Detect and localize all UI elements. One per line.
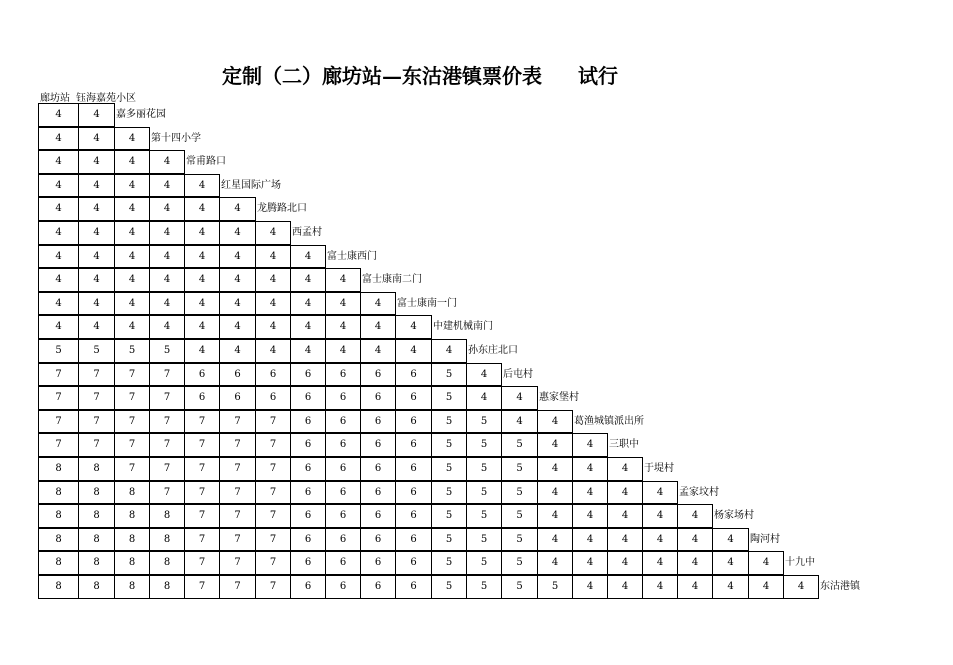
fare-cell: 7 [219,433,256,457]
fare-cell: 7 [114,457,150,481]
fare-cell: 4 [642,528,678,552]
fare-cell: 4 [677,551,713,575]
fare-cell: 7 [184,457,220,481]
fare-cell: 7 [255,410,291,434]
station-name: 中建机械南门 [433,321,493,333]
fare-cell: 6 [395,386,432,410]
fare-cell: 4 [572,481,608,505]
fare-cell: 5 [501,457,538,481]
fare-cell: 4 [38,174,79,198]
fare-cell: 4 [149,150,185,174]
fare-cell: 5 [466,551,502,575]
fare-cell: 7 [219,551,256,575]
fare-cell: 5 [431,575,467,599]
fare-cell: 4 [607,551,643,575]
fare-cell: 6 [395,410,432,434]
fare-cell: 4 [219,292,256,316]
fare-cell: 4 [572,528,608,552]
fare-cell: 4 [184,245,220,269]
fare-cell: 4 [149,315,185,339]
fare-cell: 6 [395,481,432,505]
fare-cell: 6 [395,575,432,599]
fare-cell: 6 [325,504,361,528]
fare-cell: 4 [78,150,115,174]
fare-cell: 4 [114,268,150,292]
fare-cell: 4 [38,150,79,174]
fare-cell: 6 [290,575,326,599]
fare-cell: 8 [149,528,185,552]
fare-cell: 7 [255,457,291,481]
fare-cell: 4 [572,504,608,528]
fare-cell: 4 [219,221,256,245]
station-name: 第十四小学 [151,132,201,144]
fare-cell: 7 [149,363,185,387]
station-name: 惠家堡村 [539,392,579,404]
station-name: 嘉多丽花园 [116,109,166,120]
fare-cell: 7 [184,410,220,434]
fare-cell: 6 [395,363,432,387]
fare-cell: 4 [572,457,608,481]
fare-cell: 4 [38,292,79,316]
fare-cell: 8 [38,504,79,528]
fare-cell: 4 [38,315,79,339]
fare-cell: 8 [149,575,185,599]
fare-cell: 6 [290,363,326,387]
fare-cell: 6 [325,551,361,575]
fare-cell: 8 [78,457,115,481]
fare-cell: 4 [607,504,643,528]
fare-cell: 7 [219,528,256,552]
fare-cell: 7 [78,386,115,410]
fare-cell: 8 [114,528,150,552]
fare-cell: 4 [607,575,643,599]
fare-cell: 7 [219,481,256,505]
fare-cell: 4 [395,339,432,363]
fare-cell: 5 [149,339,185,363]
fare-cell: 6 [255,386,291,410]
fare-cell: 5 [501,433,538,457]
fare-cell: 4 [184,292,220,316]
fare-cell: 4 [466,386,502,410]
fare-cell: 4 [783,575,819,599]
fare-cell: 7 [255,504,291,528]
fare-cell: 4 [642,481,678,505]
fare-cell: 4 [501,386,538,410]
fare-cell: 5 [466,457,502,481]
fare-cell: 6 [360,433,396,457]
fare-cell: 4 [677,504,713,528]
fare-cell: 5 [466,410,502,434]
fare-cell: 8 [38,575,79,599]
fare-cell: 4 [712,575,749,599]
fare-cell: 4 [219,197,256,221]
fare-cell: 4 [78,221,115,245]
fare-cell: 7 [78,433,115,457]
fare-cell: 4 [537,481,573,505]
fare-cell: 5 [431,386,467,410]
fare-cell: 4 [184,339,220,363]
station-name: 孟家坟村 [679,486,719,498]
fare-cell: 7 [255,528,291,552]
fare-cell: 4 [572,433,608,457]
station-name: 陶河村 [750,533,780,545]
fare-cell: 5 [431,551,467,575]
fare-cell: 6 [290,528,326,552]
fare-cell: 4 [78,103,115,127]
fare-cell: 7 [184,575,220,599]
fare-cell: 6 [290,504,326,528]
fare-cell: 4 [255,292,291,316]
fare-cell: 6 [290,551,326,575]
title-text: 定制（二）廊坊站—东沽港镇票价表 [222,64,542,88]
fare-cell: 6 [325,410,361,434]
fare-cell: 4 [677,575,713,599]
fare-cell: 7 [184,481,220,505]
page-title [222,60,618,89]
header-stations [40,89,136,104]
fare-cell: 4 [114,315,150,339]
station-name: 红星国际广场 [221,179,281,191]
fare-cell: 6 [360,457,396,481]
station-name: 葛渔城镇派出所 [574,415,644,427]
fare-cell: 4 [219,268,256,292]
fare-cell: 6 [325,575,361,599]
fare-cell: 8 [78,575,115,599]
fare-cell: 6 [395,504,432,528]
station-name: 东沽港镇 [820,581,860,592]
fare-cell: 4 [78,245,115,269]
fare-cell: 7 [149,457,185,481]
fare-cell: 7 [184,433,220,457]
station-name: 龙腾路北口 [257,203,307,215]
fare-cell: 4 [219,339,256,363]
fare-cell: 4 [184,268,220,292]
fare-cell: 4 [642,551,678,575]
fare-cell: 6 [360,528,396,552]
station-name: 常甫路口 [186,156,226,168]
fare-cell: 7 [149,481,185,505]
station-name: 于堤村 [644,463,674,474]
station-name: 富士康西门 [327,250,377,262]
fare-cell: 5 [431,433,467,457]
fare-cell: 4 [78,197,115,221]
fare-cell: 4 [642,504,678,528]
fare-cell: 7 [255,433,291,457]
fare-cell: 4 [572,551,608,575]
fare-cell: 4 [114,150,150,174]
fare-cell: 7 [38,386,79,410]
fare-cell: 6 [360,386,396,410]
fare-cell: 5 [466,504,502,528]
fare-cell: 4 [677,528,713,552]
fare-cell: 6 [325,386,361,410]
fare-cell: 6 [395,551,432,575]
fare-cell: 6 [360,481,396,505]
station-name: 三职中 [609,439,639,451]
fare-cell: 7 [184,528,220,552]
fare-cell: 4 [466,363,502,387]
fare-cell: 7 [38,410,79,434]
fare-cell: 4 [78,315,115,339]
fare-cell: 7 [149,386,185,410]
fare-cell: 7 [255,481,291,505]
fare-cell: 4 [290,339,326,363]
fare-cell: 6 [325,363,361,387]
fare-cell: 4 [184,315,220,339]
station-name: 后屯村 [503,368,533,380]
fare-cell: 4 [290,268,326,292]
fare-cell: 4 [431,339,467,363]
fare-cell: 4 [360,292,396,316]
fare-cell: 8 [114,504,150,528]
fare-cell: 5 [466,528,502,552]
fare-cell: 6 [290,433,326,457]
fare-cell: 4 [149,221,185,245]
fare-cell: 5 [431,410,467,434]
fare-cell: 6 [360,551,396,575]
fare-cell: 7 [149,433,185,457]
fare-cell: 4 [255,315,291,339]
fare-cell: 4 [184,174,220,198]
fare-cell: 5 [501,551,538,575]
fare-cell: 5 [466,575,502,599]
fare-cell: 4 [219,245,256,269]
fare-cell: 5 [466,433,502,457]
fare-cell: 7 [219,457,256,481]
fare-cell: 7 [219,504,256,528]
station-name: 孙东庄北口 [468,345,518,356]
fare-cell: 4 [149,268,185,292]
fare-cell: 7 [114,363,150,387]
fare-cell: 8 [38,481,79,505]
fare-cell: 7 [219,410,256,434]
fare-cell: 6 [360,575,396,599]
fare-cell: 6 [290,457,326,481]
fare-cell: 4 [642,575,678,599]
fare-cell: 8 [149,504,185,528]
fare-cell: 6 [219,386,256,410]
fare-cell: 4 [78,268,115,292]
fare-cell: 5 [38,339,79,363]
station-name: 西孟村 [292,227,322,238]
fare-cell: 4 [360,315,396,339]
fare-cell: 4 [38,221,79,245]
fare-cell: 7 [255,551,291,575]
fare-cell: 4 [38,197,79,221]
trial-label: 试行 [578,64,618,88]
fare-cell: 4 [149,292,185,316]
fare-cell: 4 [607,528,643,552]
fare-cell: 4 [114,127,150,151]
fare-cell: 8 [78,551,115,575]
fare-cell: 7 [184,504,220,528]
fare-cell: 4 [78,292,115,316]
fare-cell: 7 [114,410,150,434]
fare-cell: 4 [114,292,150,316]
fare-cell: 8 [114,481,150,505]
fare-cell: 4 [712,528,749,552]
fare-cell: 8 [78,481,115,505]
fare-cell: 6 [325,457,361,481]
fare-cell: 4 [290,245,326,269]
fare-cell: 4 [149,174,185,198]
fare-cell: 4 [290,315,326,339]
fare-cell: 6 [219,363,256,387]
fare-cell: 6 [395,433,432,457]
fare-cell: 8 [114,575,150,599]
fare-cell: 7 [184,551,220,575]
fare-cell: 8 [38,457,79,481]
fare-cell: 5 [501,528,538,552]
fare-cell: 7 [149,410,185,434]
station-name: 杨家场村 [714,510,754,522]
fare-cell: 6 [360,504,396,528]
fare-cell: 6 [290,481,326,505]
fare-cell: 6 [395,528,432,552]
fare-cell: 8 [38,528,79,552]
fare-cell: 4 [572,575,608,599]
fare-cell: 4 [607,481,643,505]
fare-cell: 4 [114,197,150,221]
station-origin: 廊坊站 [40,93,70,104]
fare-cell: 6 [290,410,326,434]
fare-cell: 4 [184,221,220,245]
fare-cell: 4 [38,268,79,292]
fare-cell: 5 [431,528,467,552]
fare-cell: 7 [219,575,256,599]
fare-cell: 4 [38,103,79,127]
fare-cell: 5 [114,339,150,363]
fare-cell: 7 [78,410,115,434]
fare-cell: 5 [78,339,115,363]
fare-cell: 4 [607,457,643,481]
fare-cell: 6 [395,457,432,481]
fare-cell: 7 [78,363,115,387]
fare-cell: 4 [748,575,784,599]
fare-cell: 4 [219,315,256,339]
station-name: 十九中 [785,557,815,569]
fare-cell: 8 [78,528,115,552]
fare-cell: 8 [38,551,79,575]
fare-cell: 4 [537,410,573,434]
fare-cell: 4 [325,292,361,316]
fare-cell: 6 [325,433,361,457]
fare-cell: 6 [360,410,396,434]
fare-cell: 4 [748,551,784,575]
fare-cell: 4 [255,268,291,292]
fare-cell: 8 [78,504,115,528]
fare-cell: 4 [184,197,220,221]
fare-cell: 4 [537,551,573,575]
fare-cell: 6 [290,386,326,410]
fare-cell: 4 [537,457,573,481]
fare-cell: 4 [537,528,573,552]
fare-cell: 5 [431,504,467,528]
fare-cell: 5 [501,481,538,505]
station-name: 富士康南一门 [397,297,457,309]
fare-cell: 4 [255,339,291,363]
fare-cell: 4 [114,174,150,198]
fare-cell: 4 [38,127,79,151]
fare-cell: 8 [114,551,150,575]
fare-cell: 6 [325,481,361,505]
fare-cell: 4 [501,410,538,434]
fare-cell: 5 [501,575,538,599]
fare-cell: 5 [431,457,467,481]
fare-cell: 4 [255,221,291,245]
fare-cell: 6 [184,386,220,410]
fare-cell: 4 [395,315,432,339]
fare-cell: 7 [114,433,150,457]
fare-cell: 4 [537,504,573,528]
station-second: 钰海嘉苑小区 [76,93,136,104]
fare-cell: 4 [255,245,291,269]
fare-cell: 5 [431,481,467,505]
fare-cell: 6 [360,363,396,387]
fare-cell: 4 [325,339,361,363]
fare-cell: 8 [149,551,185,575]
fare-cell: 6 [255,363,291,387]
fare-cell: 7 [38,433,79,457]
fare-cell: 7 [38,363,79,387]
fare-cell: 4 [78,174,115,198]
fare-cell: 5 [431,363,467,387]
fare-cell: 7 [114,386,150,410]
fare-cell: 6 [325,528,361,552]
station-name: 富士康南二门 [362,274,422,286]
fare-cell: 4 [537,433,573,457]
fare-cell: 4 [78,127,115,151]
fare-cell: 4 [38,245,79,269]
fare-cell: 4 [114,221,150,245]
fare-cell: 5 [466,481,502,505]
fare-cell: 4 [290,292,326,316]
fare-cell: 4 [114,245,150,269]
fare-cell: 4 [149,197,185,221]
fare-cell: 5 [501,504,538,528]
fare-cell: 6 [184,363,220,387]
fare-cell: 7 [255,575,291,599]
fare-cell: 5 [537,575,573,599]
fare-cell: 4 [149,245,185,269]
fare-cell: 4 [360,339,396,363]
fare-cell: 4 [712,551,749,575]
fare-cell: 4 [325,315,361,339]
fare-cell: 4 [325,268,361,292]
